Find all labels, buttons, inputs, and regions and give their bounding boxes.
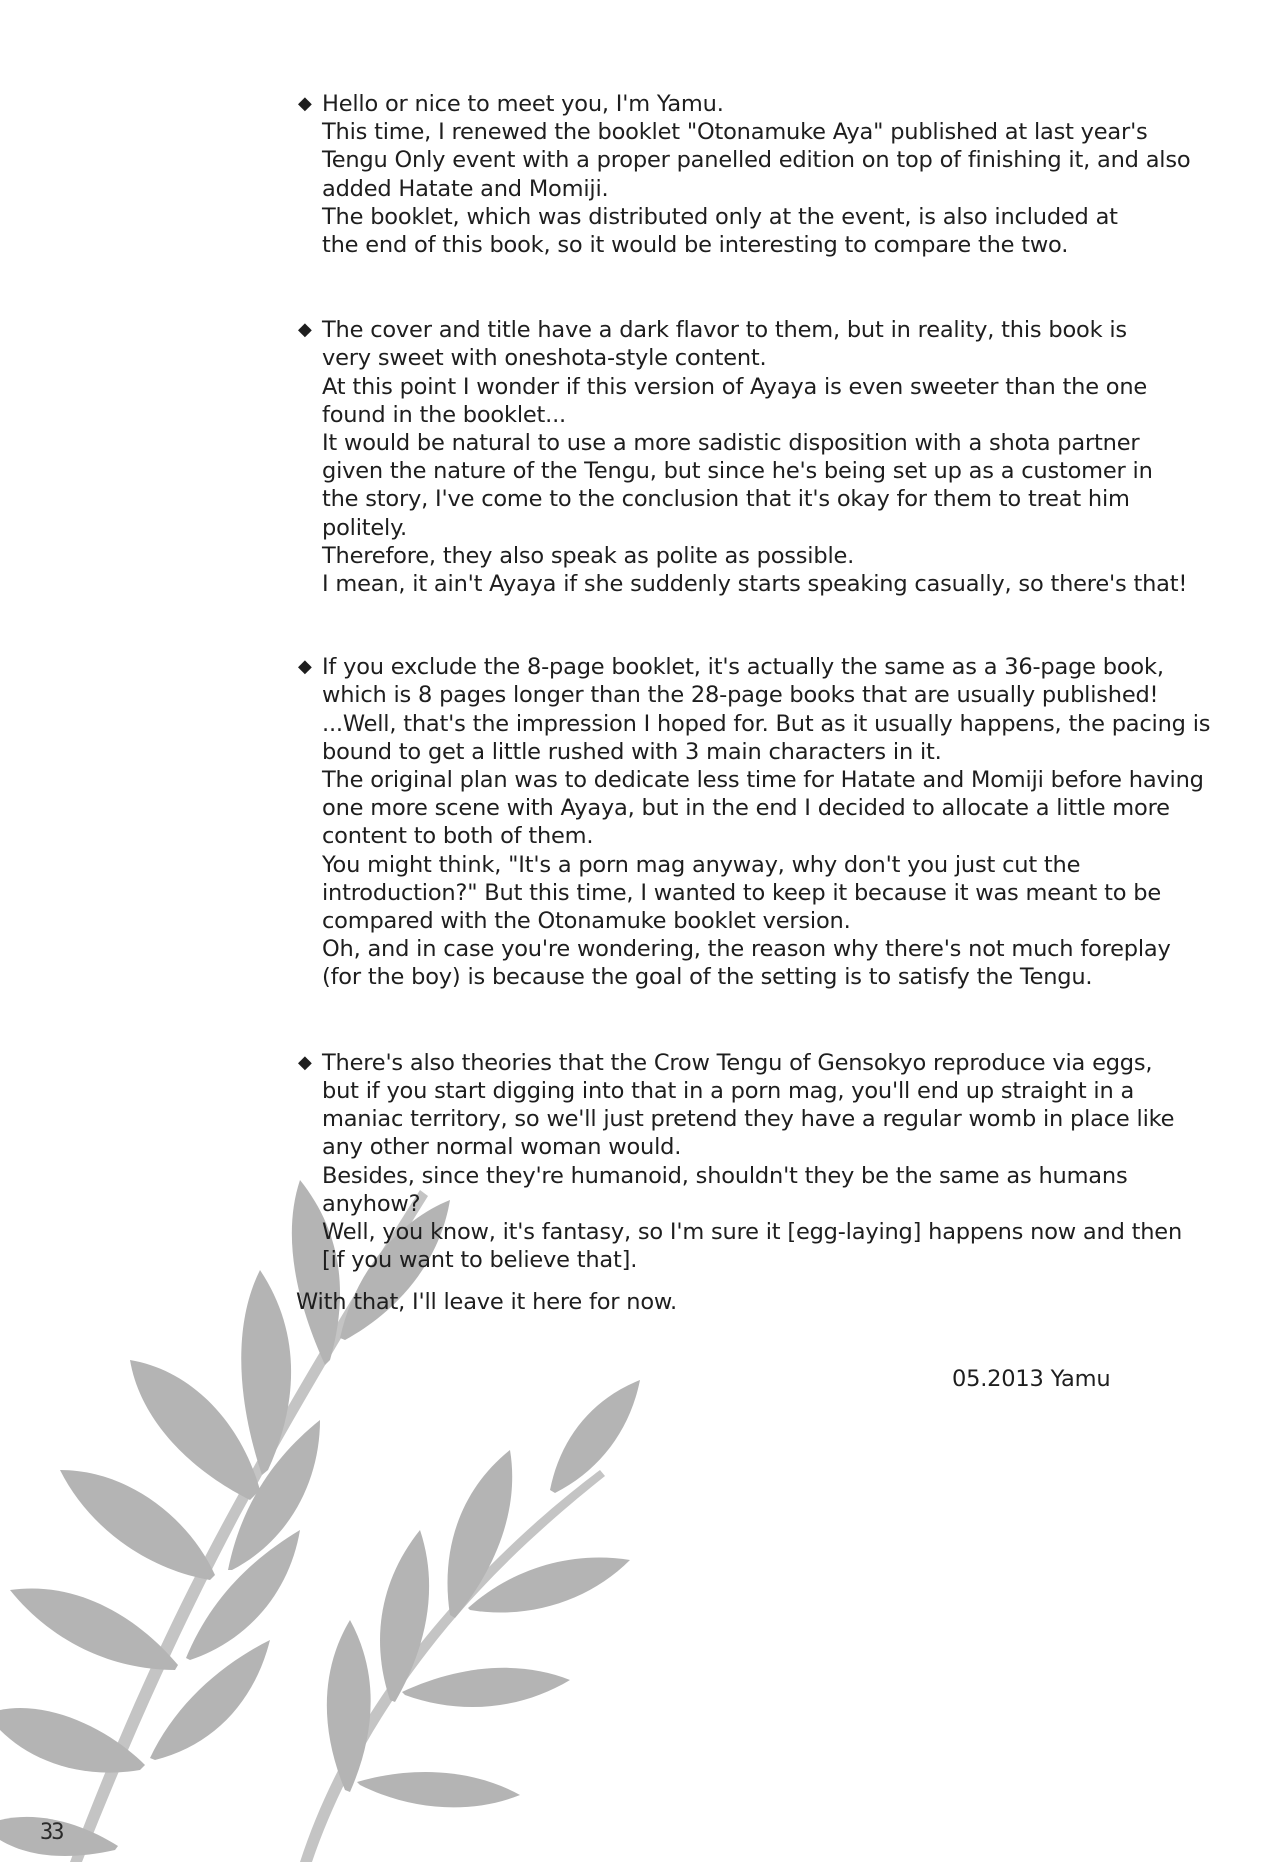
text-line: bound to get a little rushed with 3 main characters in it. xyxy=(322,738,942,765)
text-line: Tengu Only event with a proper panelled edition on top of finishing it, and also xyxy=(322,147,1191,174)
text-line: If you exclude the 8-page booklet, it's actually the same as a 36-page book, xyxy=(322,654,1164,681)
text-line: This time, I renewed the booklet "Otonamuke Aya" published at last year's xyxy=(322,119,1148,146)
text-line: The cover and title have a dark flavor to them, but in reality, this book is xyxy=(322,317,1127,344)
text-line: Oh, and in case you're wondering, the reason why there's not much foreplay xyxy=(322,936,1171,963)
text-line: Hello or nice to meet you, I'm Yamu. xyxy=(322,91,724,117)
paragraph-page-count xyxy=(296,653,1256,991)
text-line: very sweet with oneshota-style content. xyxy=(322,345,767,372)
signature-date: 05.2013 Yamu xyxy=(952,1366,1111,1392)
text-line: found in the booklet... xyxy=(322,401,566,428)
text-line: politely. xyxy=(322,514,407,541)
text-line: anyhow? xyxy=(322,1190,421,1217)
text-line: but if you start digging into that in a porn mag, you'll end up straight in a xyxy=(322,1077,1135,1104)
text-line: given the nature of the Tengu, but since he's being set up as a customer in xyxy=(322,458,1153,485)
leaf-shape xyxy=(357,1772,520,1807)
text-line: added Hatate and Momiji. xyxy=(322,175,609,202)
leaf-shape xyxy=(327,1620,371,1792)
text-line: At this point I wonder if this version of Ayaya is even sweeter than the one xyxy=(322,373,1148,400)
text-line: You might think, "It's a porn mag anyway, why don't you just cut the xyxy=(322,851,1081,878)
closing-remark: With that, I'll leave it here for now. xyxy=(296,1289,677,1316)
diamond-bullet-icon: ◆ xyxy=(298,93,312,114)
leaf-shape xyxy=(130,1360,260,1500)
leaf-shape xyxy=(402,1668,570,1707)
text-line: It would be natural to use a more sadistic disposition with a shota partner xyxy=(322,430,1140,457)
text-line: the story, I've come to the conclusion that it's okay for them to treat him xyxy=(322,486,1130,513)
text-line: any other normal woman would. xyxy=(322,1134,682,1161)
text-line: The booklet, which was distributed only at the event, is also included at xyxy=(322,203,1118,230)
text-line: Therefore, they also speak as polite as possible. xyxy=(322,542,855,569)
page-number: 33 xyxy=(40,1820,63,1845)
text-line: one more scene with Ayaya, but in the end I decided to allocate a little more xyxy=(322,795,1170,822)
text-line: Besides, since they're humanoid, shouldn't they be the same as humans xyxy=(322,1162,1128,1189)
leaf-shape xyxy=(380,1530,429,1702)
leaf-shape xyxy=(241,1270,291,1475)
text-line: which is 8 pages longer than the 28-page books that are usually published! xyxy=(322,682,1159,709)
text-line: compared with the Otonamuke booklet version. xyxy=(322,908,851,935)
afterword-body xyxy=(296,90,1256,1316)
text-line: I mean, it ain't Ayaya if she suddenly starts speaking casually, so there's that! xyxy=(322,571,1188,598)
text-line: Well, you know, it's fantasy, so I'm sure it [egg-laying] happens now and then xyxy=(322,1218,1182,1245)
text-line: There's also theories that the Crow Tengu of Gensokyo reproduce via eggs, xyxy=(322,1049,1153,1076)
leaf-shape xyxy=(10,1588,178,1670)
diamond-bullet-icon: ◆ xyxy=(298,319,312,341)
text-line: ...Well, that's the impression I hoped for. But as it usually happens, the pacing is xyxy=(322,710,1211,737)
text-line: [if you want to believe that]. xyxy=(322,1247,638,1274)
text-line: (for the boy) is because the goal of the setting is to satisfy the Tengu. xyxy=(322,964,1093,991)
text-line: the end of this book, so it would be interesting to compare the two. xyxy=(322,232,1069,259)
paragraph-cover-and-title xyxy=(296,316,1256,598)
diamond-bullet-icon: ◆ xyxy=(298,1051,312,1073)
diamond-bullet-icon: ◆ xyxy=(298,656,312,678)
text-line: The original plan was to dedicate less time for Hatate and Momiji before having xyxy=(322,767,1204,794)
text-line: introduction?" But this time, I wanted to keep it because it was meant to be xyxy=(322,879,1161,906)
paragraph-crow-tengu-theories xyxy=(296,1049,1256,1275)
paragraph-greeting xyxy=(296,90,1256,259)
text-line: maniac territory, so we'll just pretend they have a regular womb in place like xyxy=(322,1106,1175,1133)
text-line: content to both of them. xyxy=(322,823,594,850)
leaf-shape xyxy=(60,1470,215,1580)
